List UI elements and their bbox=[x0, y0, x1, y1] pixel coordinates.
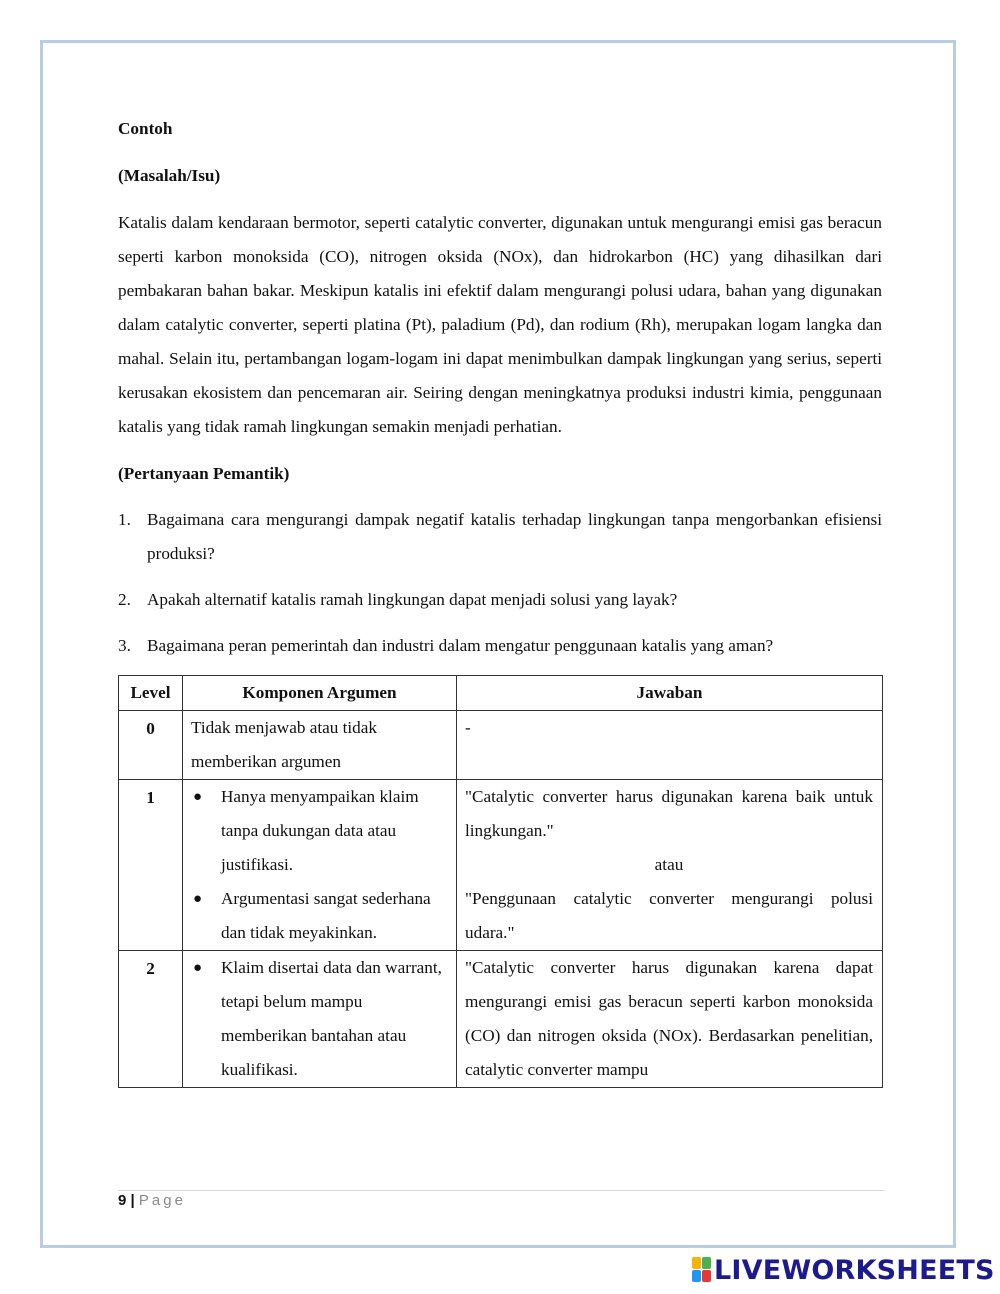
page-label: Page bbox=[138, 1192, 186, 1209]
rubric-table bbox=[118, 675, 883, 1088]
heading-contoh: Contoh bbox=[118, 119, 173, 138]
header-jawaban: Jawaban bbox=[457, 676, 883, 711]
answer-cell: "Catalytic converter harus digunakan karena dapat mengurangi emisi gas beracun seperti karbon monoksida (CO) dan nitrogen oksida (NOx). Berdasarkan penelitian, catalytic converter mampu bbox=[457, 951, 883, 1088]
question-text: Apakah alternatif katalis ramah lingkungan dapat menjadi solusi yang layak? bbox=[147, 590, 678, 609]
page-number: 9 bbox=[118, 1192, 127, 1209]
bullet-text: Argumentasi sangat sederhana dan tidak meyakinkan. bbox=[221, 889, 431, 942]
liveworksheets-logo[interactable] bbox=[692, 1254, 995, 1286]
component-cell: Tidak menjawab atau tidak memberikan argumen bbox=[183, 711, 457, 780]
page-footer bbox=[118, 1192, 186, 1209]
table-row bbox=[119, 951, 883, 1088]
problem-paragraph: Katalis dalam kendaraan bermotor, seperti catalytic converter, digunakan untuk mengurangi emisi gas beracun seperti karbon monoksida (CO), nitrogen oksida (NOx), dan hidrokarbon (HC) yang dihasilkan dari pembakaran bahan bakar. Meskipun katalis ini efektif dalam mengurangi polusi udara, bahan yang digunakan dalam catalytic converter, seperti platina (Pt), paladium (Pd), dan rodium (Rh), merupakan logam langka dan mahal. Selain itu, pertambangan logam-logam ini dapat menimbulkan dampak lingkungan yang serius, seperti kerusakan ekosistem dan pencemaran air. Seiring dengan meningkatnya produksi industri kimia, penggunaan katalis yang tidak ramah lingkungan semakin menjadi perhatian. bbox=[118, 213, 882, 436]
question-text: Bagaimana peran pemerintah dan industri dalam mengatur penggunaan katalis yang aman? bbox=[147, 636, 774, 655]
level-cell: 0 bbox=[119, 711, 183, 780]
bullet-text: Klaim disertai data dan warrant, tetapi belum mampu memberikan bantahan atau kualifikasi. bbox=[221, 958, 442, 1079]
logo-text: LIVEWORKSHEETS bbox=[714, 1254, 995, 1286]
table-row bbox=[119, 780, 883, 951]
answer-option-b: "Penggunaan catalytic converter mengurangi polusi udara." bbox=[465, 889, 873, 942]
liveworksheets-logo-icon bbox=[692, 1257, 712, 1283]
question-item bbox=[118, 629, 882, 663]
component-cell bbox=[183, 780, 457, 951]
answer-cell: - bbox=[457, 711, 883, 780]
question-number: 3. bbox=[118, 636, 131, 655]
answer-cell bbox=[457, 780, 883, 951]
header-komponen: Komponen Argumen bbox=[183, 676, 457, 711]
question-list bbox=[118, 503, 882, 663]
bullet-icon: ● bbox=[193, 891, 203, 907]
bullet-item bbox=[191, 882, 450, 950]
document-body bbox=[118, 112, 882, 1088]
bullet-icon: ● bbox=[193, 960, 203, 976]
question-number: 1. bbox=[118, 510, 131, 529]
bullet-icon: ● bbox=[193, 789, 203, 805]
level-cell: 1 bbox=[119, 780, 183, 951]
header-level: Level bbox=[119, 676, 183, 711]
bullet-text: Hanya menyampaikan klaim tanpa dukungan data atau justifikasi. bbox=[221, 787, 419, 874]
heading-pertanyaan: (Pertanyaan Pemantik) bbox=[118, 464, 290, 483]
question-item bbox=[118, 503, 882, 571]
table-header-row bbox=[119, 676, 883, 711]
question-text: Bagaimana cara mengurangi dampak negatif katalis terhadap lingkungan tanpa mengorbankan efisiensi produksi? bbox=[147, 510, 882, 563]
table-row bbox=[119, 711, 883, 780]
question-number: 2. bbox=[118, 590, 131, 609]
bullet-item bbox=[191, 951, 450, 1087]
answer-or: atau bbox=[654, 855, 684, 874]
level-cell: 2 bbox=[119, 951, 183, 1088]
question-item bbox=[118, 583, 882, 617]
footer-divider bbox=[118, 1190, 884, 1191]
heading-masalah: (Masalah/Isu) bbox=[118, 166, 221, 185]
bullet-item bbox=[191, 780, 450, 882]
component-cell bbox=[183, 951, 457, 1088]
answer-option-a: "Catalytic converter harus digunakan karena baik untuk lingkungan." bbox=[465, 787, 873, 840]
footer-separator: | bbox=[130, 1192, 135, 1209]
